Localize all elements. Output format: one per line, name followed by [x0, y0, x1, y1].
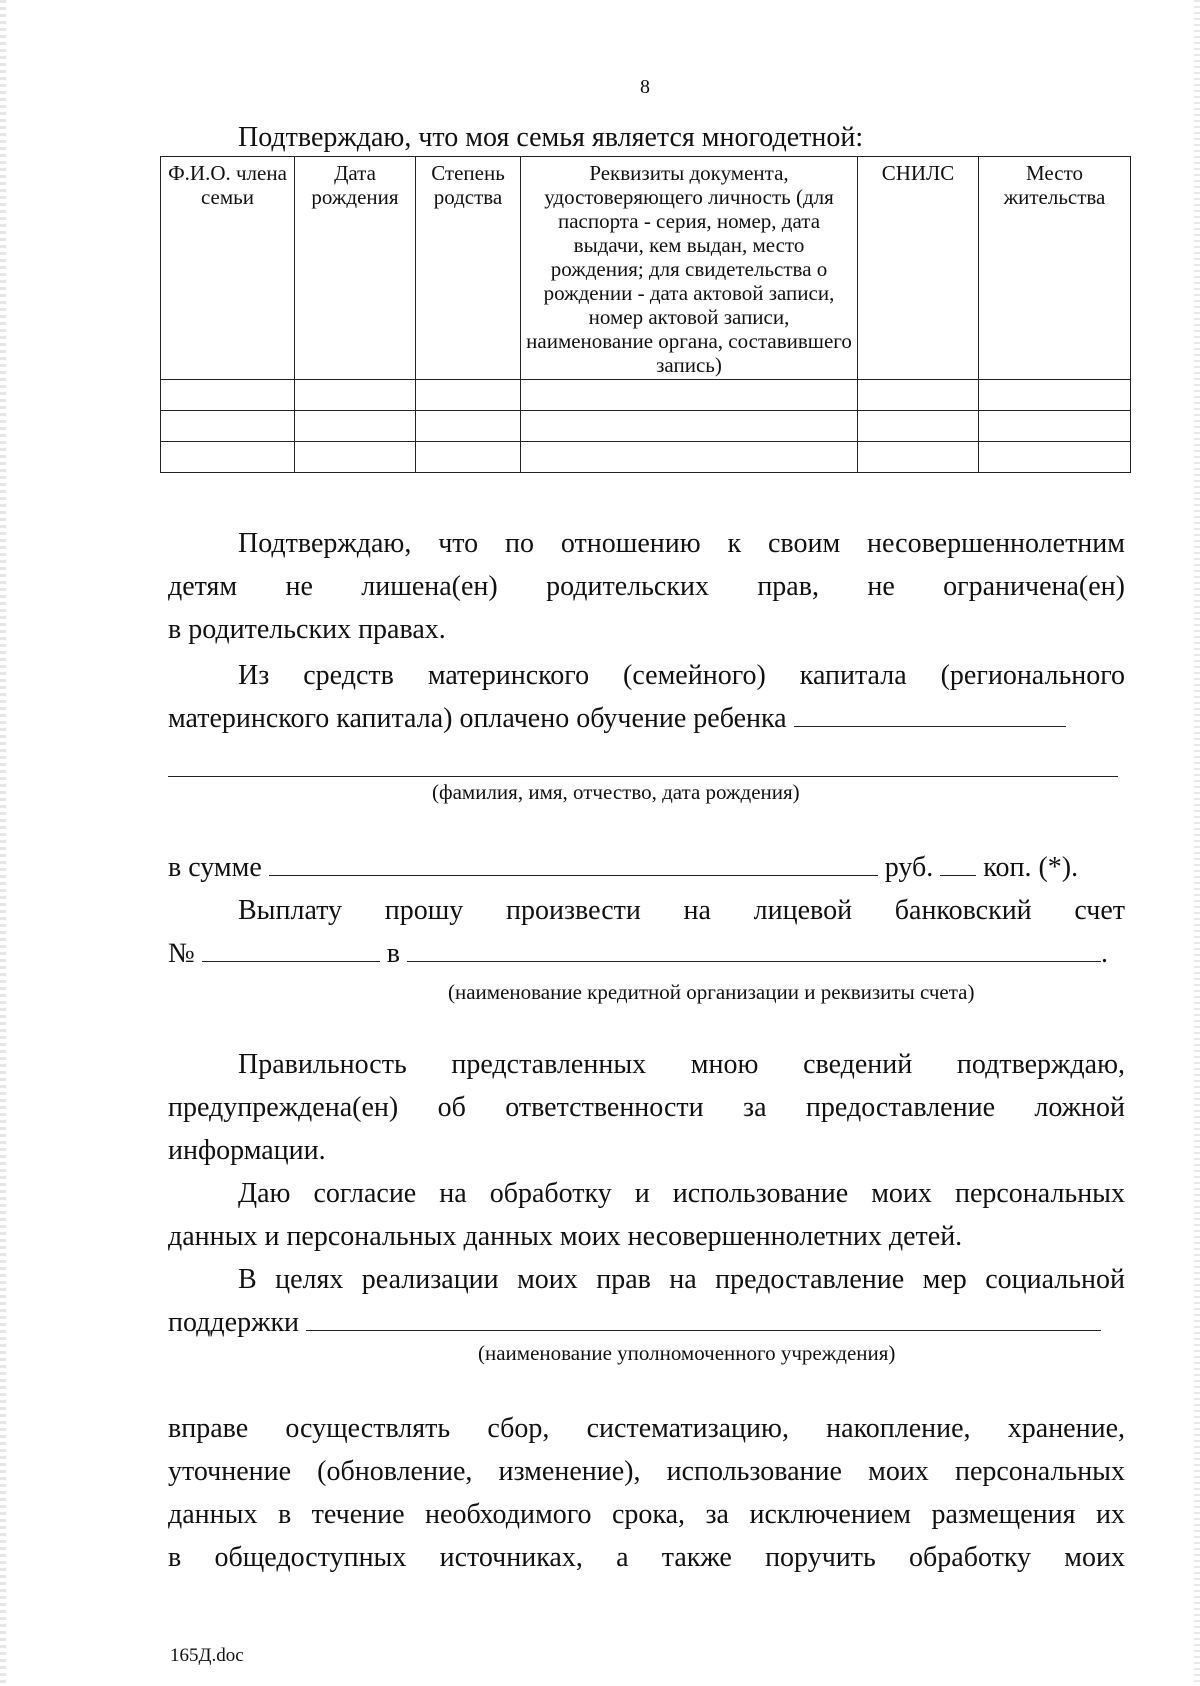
table-cell[interactable]: [295, 380, 416, 411]
child-name-field[interactable]: [794, 702, 1066, 727]
table-row: [161, 411, 1131, 442]
table-cell[interactable]: [521, 411, 858, 442]
truth-line-2: предупреждена(ен) об ответственности за предоставление ложной: [168, 1092, 1125, 1123]
table-cell[interactable]: [416, 380, 521, 411]
account-number-label: №: [168, 938, 195, 969]
col-header-residence: Место жительства: [979, 157, 1131, 380]
table-cell[interactable]: [858, 380, 979, 411]
scan-edge-right: [1194, 0, 1200, 1686]
table-row: [161, 442, 1131, 473]
table-cell[interactable]: [295, 442, 416, 473]
bank-details-caption: (наименование кредитной организации и реквизиты счета): [448, 980, 975, 1004]
table-cell[interactable]: [295, 411, 416, 442]
table-cell[interactable]: [979, 380, 1131, 411]
capital-line-1: Из средств материнского (семейного) капитала (регионального: [238, 660, 1125, 691]
rub-label: руб.: [884, 852, 934, 883]
capital-line-2: [168, 697, 1125, 740]
col-header-relation: Степень родства: [416, 157, 521, 380]
consent-line-1: Даю согласие на обработку и использование моих персональных: [238, 1178, 1125, 1209]
child-name-field-line[interactable]: [168, 776, 1118, 777]
col-header-id-document: Реквизиты документа, удостоверяющего личность (для паспорта - серия, номер, дата выдачи, кем выдан, место рождения; для свидетельства о рождении - дата актовой записи, номер актовой записи, наименование органа, составившего запись): [521, 157, 858, 380]
support-line-1: В целях реализации моих прав на предоставление мер социальной: [238, 1264, 1125, 1295]
table-cell[interactable]: [416, 442, 521, 473]
large-family-statement: Подтверждаю, что моя семья является многодетной:: [238, 122, 864, 153]
sum-line: [168, 846, 1125, 889]
bank-name-field[interactable]: [407, 937, 1101, 962]
support-line-2-text: поддержки: [168, 1307, 300, 1338]
institution-caption: (наименование уполномоченного учреждения): [478, 1341, 896, 1365]
institution-field[interactable]: [306, 1306, 1101, 1331]
table-cell[interactable]: [161, 442, 295, 473]
table-cell[interactable]: [521, 442, 858, 473]
rights-line-4: в общедоступных источниках, а также поручить обработку моих: [168, 1542, 1125, 1573]
table-cell[interactable]: [858, 411, 979, 442]
family-members-table: [160, 156, 1131, 473]
parental-rights-line-2: детям не лишена(ен) родительских прав, не ограничена(ен): [168, 571, 1125, 602]
col-header-snils: СНИЛС: [858, 157, 979, 380]
payment-line-end: .: [1100, 938, 1108, 969]
payment-line-2: [168, 932, 1125, 975]
child-name-caption: (фамилия, имя, отчество, дата рождения): [432, 780, 800, 804]
sum-label: в сумме: [168, 852, 262, 883]
payment-line-1: Выплату прошу произвести на лицевой банковский счет: [238, 895, 1125, 926]
table-cell[interactable]: [161, 380, 295, 411]
sum-rubles-field[interactable]: [269, 851, 878, 876]
account-number-field[interactable]: [202, 937, 380, 962]
capital-line-2-text: материнского капитала) оплачено обучение ребенка: [168, 703, 787, 734]
rights-line-2: уточнение (обновление, изменение), использование моих персональных: [168, 1456, 1125, 1487]
scan-edge-left: [0, 0, 6, 1686]
consent-line-2: данных и персональных данных моих несовершеннолетних детей.: [168, 1221, 963, 1252]
rights-line-1: вправе осуществлять сбор, систематизацию, накопление, хранение,: [168, 1413, 1125, 1444]
table-cell[interactable]: [979, 442, 1131, 473]
kop-label: коп. (*).: [983, 852, 1079, 883]
table-row: [161, 380, 1131, 411]
table-cell[interactable]: [161, 411, 295, 442]
table-cell[interactable]: [521, 380, 858, 411]
document-filename: 165Д.doc: [170, 1645, 244, 1666]
bank-preposition: в: [386, 938, 400, 969]
parental-rights-line-3: в родительских правах.: [168, 614, 446, 645]
truth-line-1: Правильность представленных мною сведений подтверждаю,: [238, 1049, 1125, 1080]
rights-line-3: данных в течение необходимого срока, за исключением размещения их: [168, 1499, 1125, 1530]
col-header-birthdate: Дата рождения: [295, 157, 416, 380]
table-cell[interactable]: [416, 411, 521, 442]
support-line-2: [168, 1301, 1125, 1344]
table-header-row: [161, 157, 1131, 380]
sum-kopecks-field[interactable]: [940, 851, 976, 876]
table-cell[interactable]: [858, 442, 979, 473]
parental-rights-line-1: Подтверждаю, что по отношению к своим несовершеннолетним: [238, 528, 1125, 559]
page-number: 8: [640, 76, 650, 98]
table-cell[interactable]: [979, 411, 1131, 442]
truth-line-3: информации.: [168, 1135, 326, 1166]
col-header-fio: Ф.И.О. члена семьи: [161, 157, 295, 380]
